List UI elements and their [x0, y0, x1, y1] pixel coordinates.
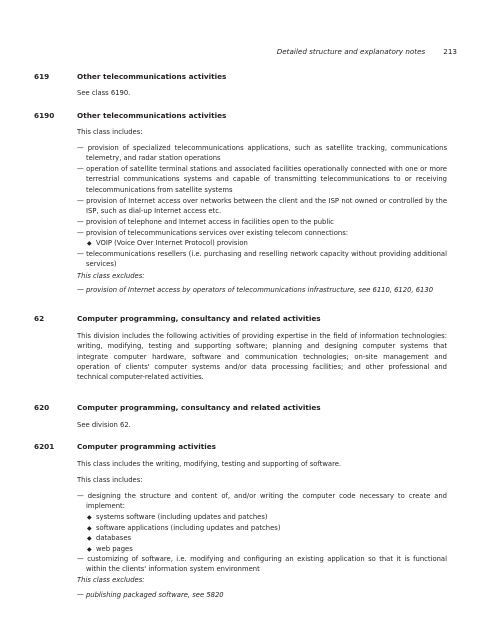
diamond-bullet-icon: ◆: [87, 535, 92, 542]
excludes-item: — publishing packaged software, see 5820: [77, 591, 224, 599]
bullet-item: [87, 238, 447, 249]
section-title: Other telecommunications activities: [77, 72, 227, 81]
section-heading-620: [34, 403, 321, 412]
list-item: — telecommunications resellers (i.e. purchasing and reselling network capacity without providing additional services): [77, 250, 447, 269]
includes-label: This class includes:: [77, 476, 143, 484]
section-title: Computer programming activities: [77, 442, 216, 451]
section-code: 6201: [34, 442, 55, 451]
includes-label: This class includes:: [77, 128, 143, 136]
section-code: 620: [34, 403, 50, 412]
section-title: Other telecommunications activities: [77, 111, 227, 120]
bullet-text: software applications (including updates and patches): [96, 524, 281, 532]
list-item: — provision of Internet access over networks between the client and the ISP not owned or controlled by the ISP, such as dial-up Internet access etc.: [77, 197, 447, 216]
section-heading-6201: [34, 442, 216, 451]
diamond-bullet-icon: ◆: [87, 240, 92, 247]
class-intro: This class includes the writing, modifying, testing and supporting of software.: [77, 460, 342, 468]
bullet-text: VOIP (Voice Over Internet Protocol) provision: [96, 239, 248, 247]
diamond-bullet-icon: ◆: [87, 525, 92, 532]
list-item: — designing the structure and content of, and/or writing the computer code necessary to create and implement:: [77, 492, 447, 511]
list-item: — provision of telecommunications services over existing telecom connections:: [77, 229, 349, 237]
division-description: This division includes the following activities of providing expertise in the field of information technologies: writing, modifying, testing and supporting software; planning and designing computer systems that integrate computer hardware, software and communication technologies; on-site management and operation of clients' computer systems and/or data processing facilities; and other professional and technical computer-related activities.: [77, 332, 447, 382]
section-heading-62: [34, 314, 321, 323]
excludes-label: This class excludes:: [77, 272, 145, 280]
list-item: — operation of satellite terminal stations and associated facilities operationally connected with one or more terrestrial communications systems and capable of transmitting telecommunications to or receiving telecommunications from satellite systems: [77, 165, 447, 194]
excludes-label: This class excludes:: [77, 576, 145, 584]
bullet-text: web pages: [96, 545, 133, 553]
section-code: 62: [34, 314, 45, 323]
bullet-item: [87, 533, 447, 544]
section-heading-619: [34, 72, 226, 81]
section-title: Computer programming, consultancy and related activities: [77, 314, 321, 323]
bullet-text: databases: [96, 534, 132, 542]
running-title: Detailed structure and explanatory notes: [276, 47, 426, 56]
diamond-bullet-icon: ◆: [87, 546, 92, 553]
section-code: 619: [34, 72, 50, 81]
section-heading-6190: [34, 111, 226, 120]
list-item: — provision of telephone and Internet access in facilities open to the public: [77, 218, 334, 226]
list-item: — provision of specialized telecommunications applications, such as satellite tracking, communications telemetry, and radar station operations: [77, 144, 447, 163]
page-number: 213: [443, 47, 457, 56]
bullet-item: [87, 512, 447, 523]
excludes-item: — provision of Internet access by operators of telecommunications infrastructure, see 6110, 6120, 6130: [77, 286, 434, 294]
running-header: [0, 47, 457, 56]
section-code: 6190: [34, 111, 55, 120]
list-item: — customizing of software, i.e. modifying and configuring an existing application so that it is functional within the clients' information system environment: [77, 555, 447, 574]
section-title: Computer programming, consultancy and related activities: [77, 403, 321, 412]
bullet-text: systems software (including updates and patches): [96, 513, 268, 521]
diamond-bullet-icon: ◆: [87, 514, 92, 521]
see-reference: See class 6190.: [77, 89, 131, 97]
see-reference: See division 62.: [77, 421, 131, 429]
